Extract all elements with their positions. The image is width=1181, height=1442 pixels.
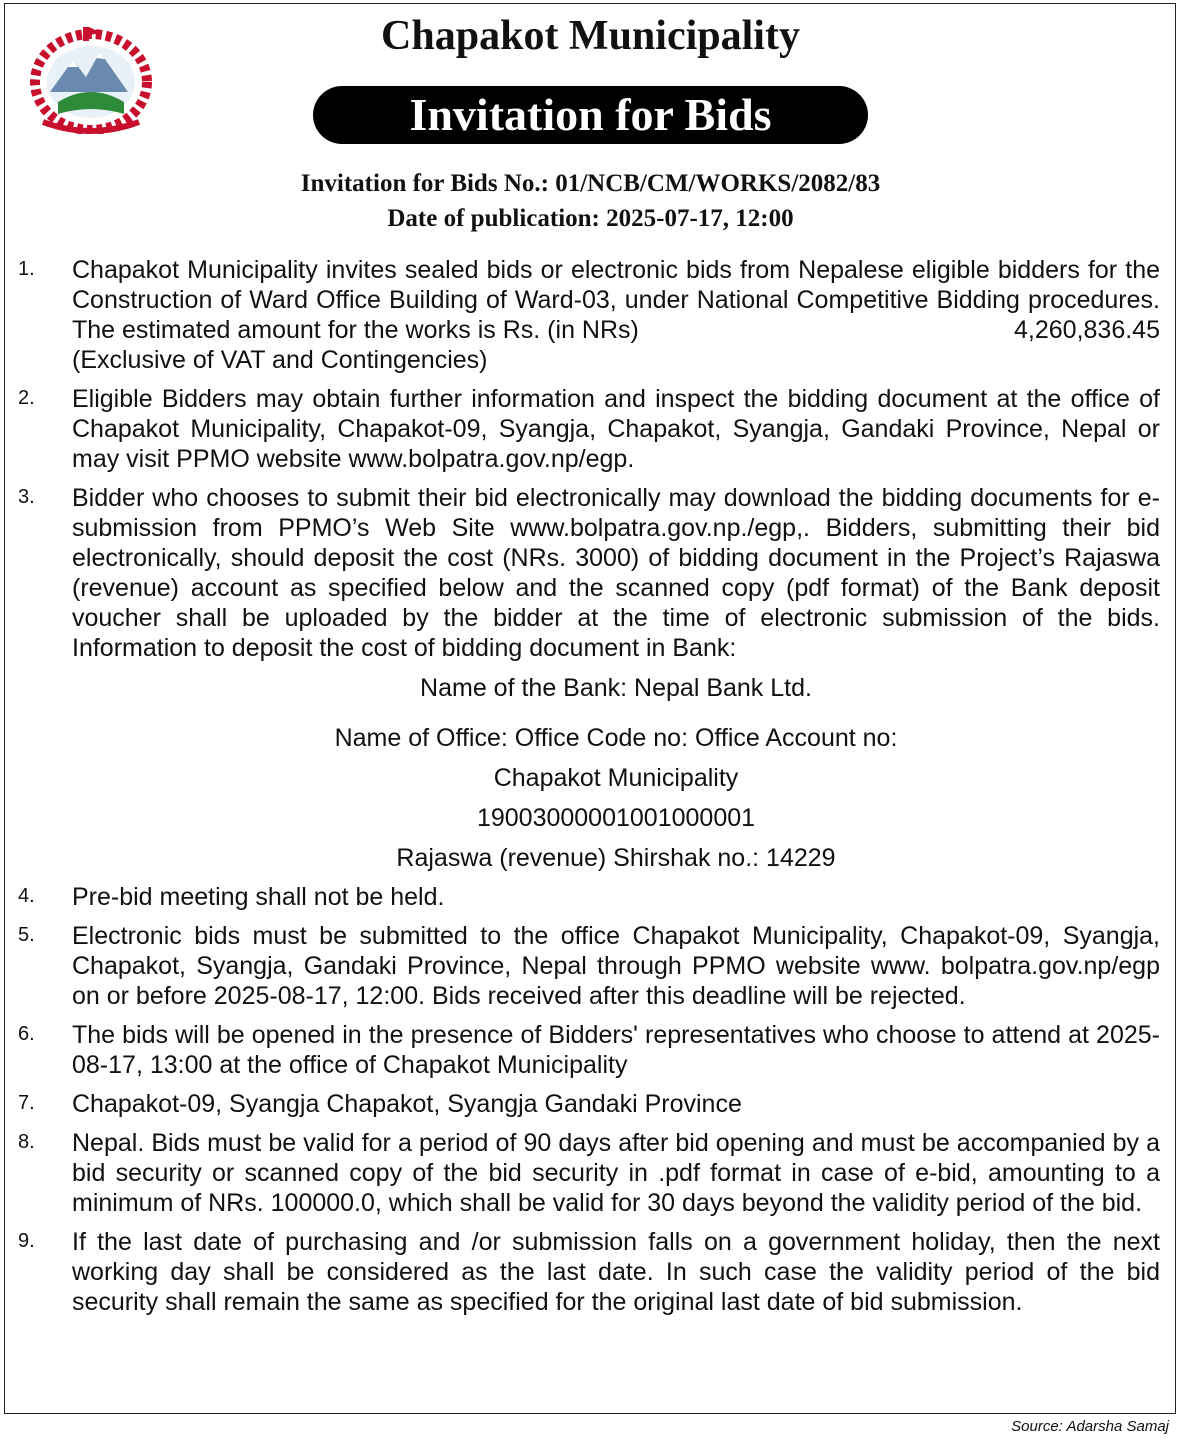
municipality-title: Chapakot Municipality: [381, 13, 800, 59]
list-item: 7. Chapakot-09, Syangja Chapakot, Syangja Gandaki Province: [0, 1089, 1181, 1119]
notice-body: [0, 255, 1181, 1326]
item-text: Nepal. Bids must be valid for a period of 90 days after bid opening and must be accompanied by a bid security or scanned copy of the bid security in .pdf format in case of e-bid, amounting to a minimum of NRs. 100000.0, which shall be valid for 30 days beyond the validity period of the bid.: [72, 1129, 1160, 1217]
list-item: 6. The bids will be opened in the presence of Bidders' representatives who choose to attend at 2025-08-17, 13:00 at the office of Chapakot Municipality: [18, 1021, 1160, 1079]
item-text: Chapakot Municipality invites sealed bids or electronic bids from Nepalese eligible bidders for the Construction of Ward Office Building of Ward-03, under National Competitive Bidding procedures. The estimated amount for the works is Rs. (in NRs): [72, 256, 1160, 344]
item-text-continued: (Exclusive of VAT and Contingencies): [72, 346, 488, 374]
item-text: The bids will be opened in the presence of Bidders' representatives who choose to attend at 2025-08-17, 13:00 at the office of Chapakot Municipality: [72, 1021, 1160, 1079]
shirshak-number: Rajaswa (revenue) Shirshak no.: 14229: [396, 844, 836, 872]
list-item: 8. Nepal. Bids must be valid for a period of 90 days after bid opening and must be accompanied by a bid security or scanned copy of the bid security in .pdf format in case of e-bid, amounting to a minimum of NRs. 100000.0, which shall be valid for 30 days beyond the validity period of the bid.: [18, 1129, 1160, 1217]
office-code: 19003000001001000001: [476, 804, 756, 832]
list-item: 4. Pre-bid meeting shall not be held.: [0, 882, 1181, 912]
invitation-banner: Invitation for Bids: [313, 86, 868, 144]
estimated-amount: 4,260,836.45: [1014, 316, 1160, 344]
source-credit: Source: Adarsha Samaj: [1011, 1418, 1169, 1435]
item-text: Eligible Bidders may obtain further information and inspect the bidding document at the office of Chapakot Municipality, Chapakot-09, Syangja, Chapakot, Syangja, Gandaki Province, Nepal or may visit PPMO website www.bolpatra.gov.np/egp.: [72, 385, 1160, 473]
item-text: Pre-bid meeting shall not be held.: [72, 883, 445, 911]
publication-date: Date of publication: 2025-07-17, 12:00: [387, 205, 794, 232]
list-item: 5. Electronic bids must be submitted to the office Chapakot Municipality, Chapakot-09, Syangja, Chapakot, Syangja, Gandaki Province, Nepal through PPMO website www. bolpatra.gov.np/egp on or before 2025-08-17, 12:00. Bids received after this deadline will be rejected.: [18, 922, 1160, 1010]
list-item: 9. If the last date of purchasing and /or submission falls on a government holiday, then the next working day shall be considered as the last date. In such case the validity period of the bid security shall remain the same as specified for the original last date of bid submission.: [18, 1228, 1160, 1316]
list-item: 3. Bidder who chooses to submit their bid electronically may download the bidding documents for e-submission from PPMO’s Web Site www.bolpatra.gov.np./egp,. Bidders, submitting their bid electronically, should deposit the cost (NRs. 3000) of bidding document in the Project’s Rajaswa (revenue) account as specified below and the scanned copy (pdf format) of the Bank deposit voucher shall be uploaded by the bidder at the time of electronic submission of the bids. Information to deposit the cost of bidding document in Bank: Name of the Bank: Nepal Bank Ltd. Name of Office: Office Code no: Office Account no: Chapakot Municipality 19003000001001000001 Rajaswa (revenue) Shirshak no.: 14229: [18, 484, 1160, 872]
list-item: 1. Chapakot Municipality invites sealed bids or electronic bids from Nepalese eligible bidders for the Construction of Ward Office Building of Ward-03, under National Competitive Bidding procedures. The estimated amount for the works is Rs. (in NRs) 4,260,836.45 (Exclusive of VAT and Contingencies): [18, 256, 1160, 374]
office-name: Chapakot Municipality: [493, 764, 739, 792]
office-headers: Name of Office: Office Code no: Office Account no:: [334, 724, 898, 752]
bid-number: Invitation for Bids No.: 01/NCB/CM/WORKS/2082/83: [300, 170, 881, 197]
item-text: Chapakot-09, Syangja Chapakot, Syangja Gandaki Province: [72, 1090, 742, 1118]
item-text: Electronic bids must be submitted to the office Chapakot Municipality, Chapakot-09, Syangja, Chapakot, Syangja, Gandaki Province, Nepal through PPMO website www. bolpatra.gov.np/egp on or before 2025-08-17, 12:00. Bids received after this deadline will be rejected.: [72, 922, 1160, 1010]
item-text: Bidder who chooses to submit their bid electronically may download the bidding documents for e-submission from PPMO’s Web Site www.bolpatra.gov.np./egp,. Bidders, submitting their bid electronically, should deposit the cost (NRs. 3000) of bidding document in the Project’s Rajaswa (revenue) account as specified below and the scanned copy (pdf format) of the Bank deposit voucher shall be uploaded by the bidder at the time of electronic submission of the bids. Information to deposit the cost of bidding document in Bank:: [72, 484, 1160, 662]
bank-name: Name of the Bank: Nepal Bank Ltd.: [420, 674, 812, 702]
list-item: 2. Eligible Bidders may obtain further information and inspect the bidding document at the office of Chapakot Municipality, Chapakot-09, Syangja, Chapakot, Syangja, Gandaki Province, Nepal or may visit PPMO website www.bolpatra.gov.np/egp.: [18, 385, 1160, 473]
item-text: If the last date of purchasing and /or submission falls on a government holiday, then the next working day shall be considered as the last date. In such case the validity period of the bid security shall remain the same as specified for the original last date of bid submission.: [72, 1228, 1160, 1316]
